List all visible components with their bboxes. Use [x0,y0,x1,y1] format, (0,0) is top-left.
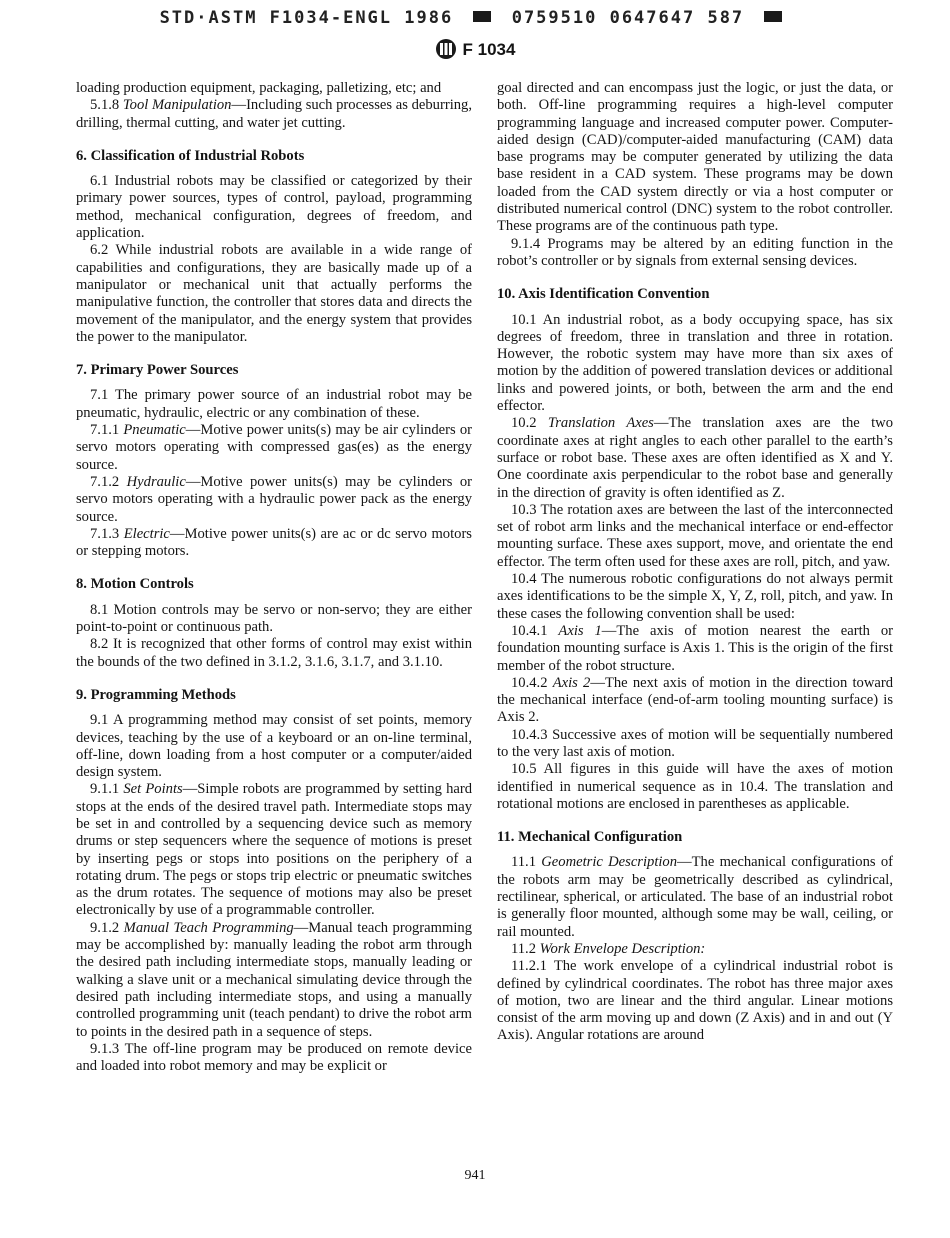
paragraph: 10.4.3 Successive axes of motion will be sequentially numbered to the very last axis of motion. [497,726,893,760]
paragraph: 10.5 All figures in this guide will have the axes of motion identified in numerical sequence as in 10.4. The translation and rotational motions are enclosed in parentheses as applicable. [497,761,893,812]
paragraph-10-4-1: 10.4.1 Axis 1—The axis of motion nearest the earth or foundation mounting surface is Axis 1. This is the origin of the first member of the robot structure. [497,622,894,674]
paragraph: 9.1 A programming method may consist of set points, memory devices, teaching by the use of a keyboard or an on-line terminal, off-line, down loading from a host computer or a computer/aided design system. [76,712,472,781]
paragraph-11-1: 11.1 Geometric Description—The mechanical configurations of the robots arm may be geometrically described as cylindrical, rectilinear, spherical, or articulated. The base of an industrial robot is generally floor mounted, although some may be wall, ceiling, or rail mounted. [497,854,893,940]
paragraph-9-1-1: 9.1.1 Set Points—Simple robots are programmed by setting hard stops at the ends of the desired travel path. Intermediate stops may be set in and controlled by a sequencing device such as memory drums or step sequencers where the sequence of motions is preset by inserting pegs or stops into positions on the periphery of a rotating drum. The pegs or stops trip electric or pneumatic switches as the drum rotates. The sequence of motions may also be preset electronically by use of a programmable controller. [76,781,473,919]
standard-designation [0,38,950,65]
section-heading: 8. Motion Controls [76,576,194,593]
catalog-number: 0759510 0647647 587 [511,8,745,28]
paragraph-7-1-3: 7.1.3 Electric—Motive power units(s) are ac or dc servo motors or stepping motors. [76,525,472,560]
page-number: 941 [464,1168,486,1183]
paragraph-7-1-1: 7.1.1 Pneumatic—Motive power units(s) may be air cylinders or servo motors operating with compressed gas(es) as the energy source. [76,422,472,473]
paragraph: 11.2.1 The work envelope of a cylindrical industrial robot is defined by cylindrical coordinates. The robot has three major axes of motion, two are linear and the third angular. Linear motions consist of the arm moving up and down (Z Axis) and in and out (Y Axis). Angular rotations are around [497,958,893,1044]
paragraph-11-2: 11.2 Work Envelope Description: [511,940,706,957]
section-heading: 10. Axis Identification Convention [497,286,710,303]
paragraph: 8.1 Motion controls may be servo or non-servo; they are either point-to-point or continuous path. [76,601,472,636]
barcode-mark [764,11,782,22]
paragraph: 10.4 The numerous robotic configurations do not always permit axes identifications to be the simple X, Y, Z, roll, pitch, and yaw. In these cases the following convention shall be used: [497,571,893,622]
section-heading: 11. Mechanical Configuration [497,829,683,846]
paragraph-7-1-2: 7.1.2 Hydraulic—Motive power units(s) may be cylinders or servo motors operating with a hydraulic power pack as the energy source. [76,473,472,525]
paragraph: loading production equipment, packaging, palletizing, etc; and [76,80,442,96]
paragraph: 10.1 An industrial robot, as a body occupying space, has six degrees of freedom, three in translation and three in rotation. However, the robotic system may have more than six axes of motion by the addition of powered translation devices or additional links and powered joints, or both, between the arm and the end effector. [497,311,893,415]
paragraph: 6.2 While industrial robots are available in a wide range of capabilities and configurations, they are basically made up of a manipulator or mechanical unit that actually performs the manipulative function, the controller that stores data and directs the movement of the manipulator, and the energy system that provides the power to the manipulator. [76,242,472,345]
paragraph: 6.1 Industrial robots may be classified or categorized by their primary power sources, types of control, payload, programming method, mechanical configuration, degrees of freedom, and application. [76,173,472,242]
paragraph-5-1-8: 5.1.8 Tool Manipulation—Including such processes as deburring, drilling, thermal cutting, and water jet cutting. [76,97,472,131]
paragraph: 10.3 The rotation axes are between the last of the interconnected set of robot arm links and the mechanical interface or end-effector mounting surface. These axes support, move, and orientate the end effector. The term often used for these axes are roll, pitch, and yaw. [497,501,893,570]
right-column [497,80,893,1045]
left-column [76,80,472,1075]
section-heading: 6. Classification of Industrial Robots [76,147,305,164]
document-id-header [0,8,950,28]
paragraph-10-4-2: 10.4.2 Axis 2—The next axis of motion in the direction toward the mechanical interface (end-of-arm tooling mounting surface) is Axis 2. [497,674,894,726]
barcode-mark [473,11,491,22]
paragraph: 9.1.3 The off-line program may be produced on remote device and loaded into robot memory and may be explicit or [76,1040,472,1075]
section-heading: 7. Primary Power Sources [76,362,239,379]
astm-logo-icon [435,38,457,65]
paragraph: 9.1.4 Programs may be altered by an editing function in the robot’s controller or by signals from external sensing devices. [497,235,893,269]
section-heading: 9. Programming Methods [76,686,236,703]
paragraph-9-1-2: 9.1.2 Manual Teach Programming—Manual teach programming may be accomplished by: manually leading the robot arm through the desired path including intermediate stops, manually leading or walking a slave unit or a mechanical simulating device through the desired path including intermediate stops, and using a manually controlled programming unit (teach pendant) to drive the robot arm to points in the desired path in a sequence of steps. [76,919,472,1040]
document-id: STD·ASTM F1034-ENGL 1986 [159,8,454,28]
paragraph: 8.2 It is recognized that other forms of control may exist within the bounds of the two defined in 3.1.2, 3.1.6, 3.1.7, and 3.1.10. [76,636,472,670]
paragraph-10-2: 10.2 Translation Axes—The translation axes are the two coordinate axes at right angles to each other parallel to the earth’s surface or robot base. These axes are often identified as X and Y. One coordinate axis perpendicular to the robot base and generally in the direction of gravity is often identified as Z. [497,415,893,501]
designation-number: F 1034 [462,40,516,59]
paragraph: goal directed and can encompass just the logic, or just the data, or both. Off-line programming requires a high-level computer programming language and increased computer power. Computer-aided design (CAD)/computer-aided manufacturing (CAM) data base programs may be computer generated by utilizing the data base resident in a CAD system. These programs may be down loaded from the CAD system directly or via a host computer or distributed numerical control (DNC) system to the robot controller. These programs are of the continuous path type. [497,80,893,235]
paragraph: 7.1 The primary power source of an industrial robot may be pneumatic, hydraulic, electric or any combination of these. [76,387,472,421]
